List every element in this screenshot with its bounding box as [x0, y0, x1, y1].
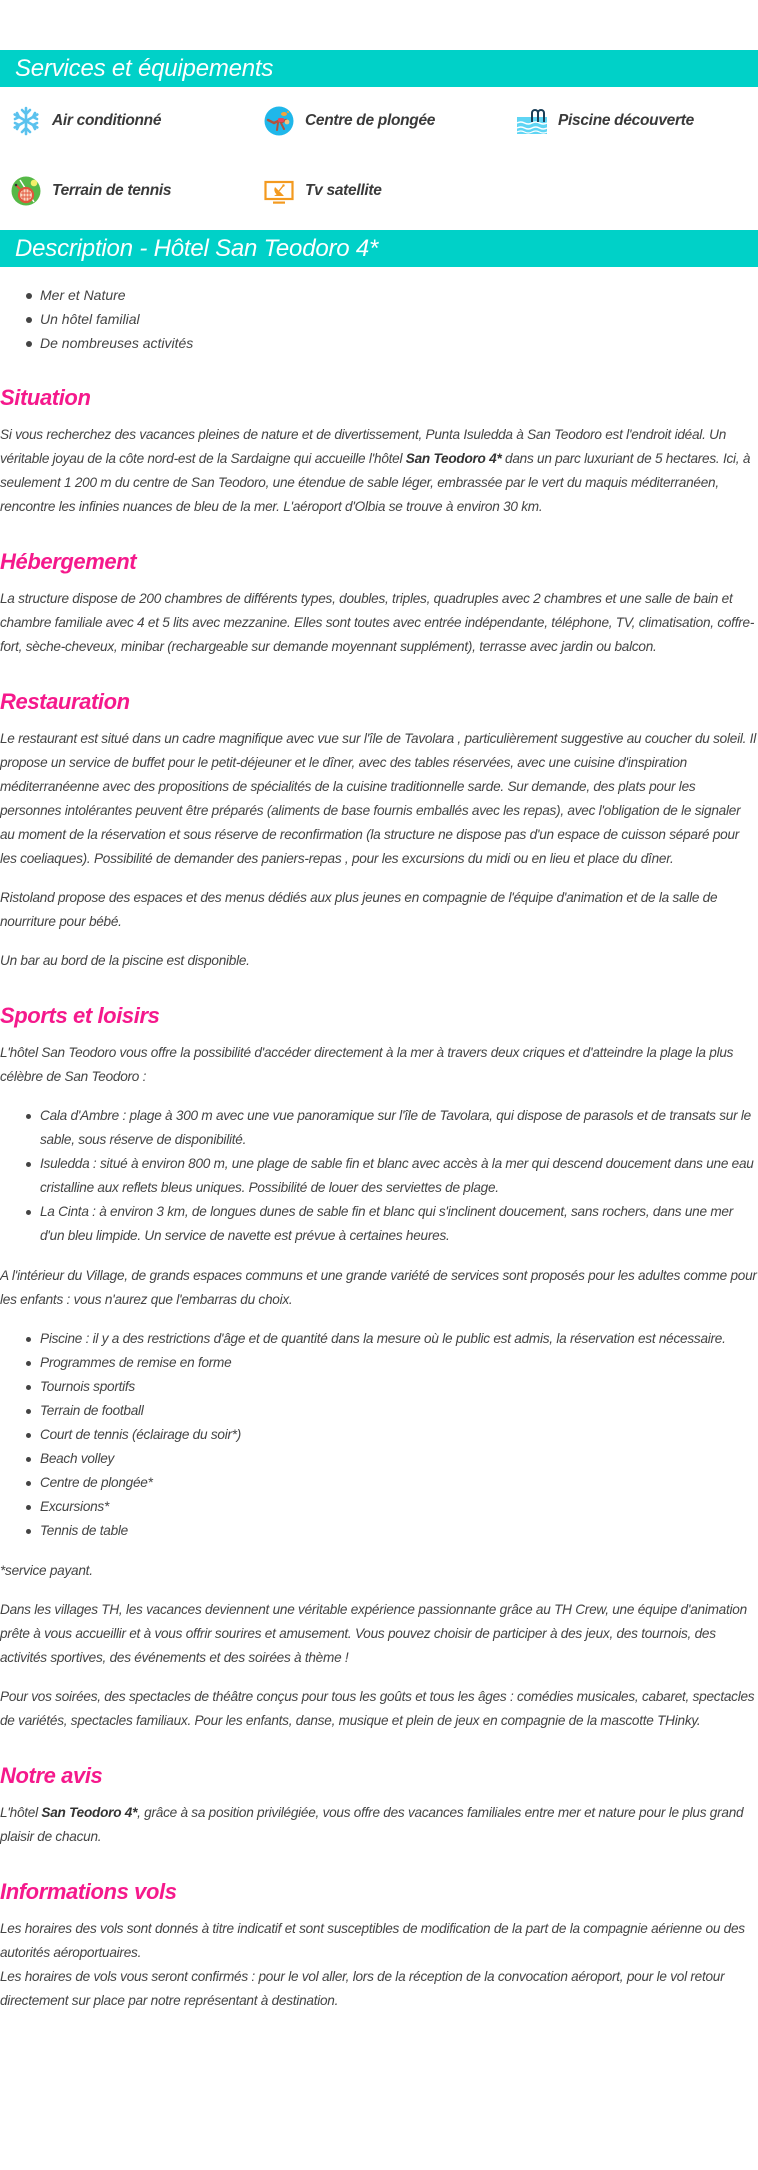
avis-text — [0, 1801, 758, 1849]
hotel-name-bold: San Teodoro 4* — [41, 1805, 138, 1820]
activity-item: Court de tennis (éclairage du soir*) — [26, 1423, 758, 1447]
service-diving-center — [264, 103, 517, 138]
activity-item: Piscine : il y a des restrictions d'âge et de quantité dans la mesure où le public est admis, la réservation est nécessaire. — [26, 1327, 758, 1351]
service-air-conditioning — [11, 103, 264, 138]
pool-bar-text: Un bar au bord de la piscine est disponible. — [0, 953, 250, 968]
situation-heading: Situation — [0, 385, 91, 410]
sports-heading: Sports et loisirs — [0, 1003, 160, 1028]
activity-item: Programmes de remise en forme — [26, 1351, 758, 1375]
activity-item: Tennis de table — [26, 1519, 758, 1543]
beach-item: La Cinta : à environ 3 km, de longues dunes de sable fin et blanc qui s'inclinent doucement, sans rochers, dans une mer d'un bleu limpide. Un service de navette est prévue à certaines heures. — [26, 1200, 758, 1248]
service-tennis-court — [11, 174, 264, 209]
service-label: Piscine découverte — [558, 111, 694, 129]
situation-text — [0, 423, 758, 519]
activity-item: Beach volley — [26, 1447, 758, 1471]
hotel-name-bold: San Teodoro 4* — [405, 451, 502, 466]
activity-item: Centre de plongée* — [26, 1471, 758, 1495]
village-intro: A l'intérieur du Village, de grands espaces communs et une grande variété de services sont proposés pour les adultes comme pour les enfants : vous n'aurez que l'embarras du choix. — [0, 1268, 757, 1307]
highlight-item: Un hôtel familial — [26, 307, 758, 331]
service-label: Air conditionné — [52, 111, 162, 129]
activity-item: Excursions* — [26, 1495, 758, 1519]
snowflake-icon — [11, 106, 41, 136]
highlights-list — [0, 267, 758, 355]
evening-shows-text: Pour vos soirées, des spectacles de théâtre conçus pour tous les goûts et tous les âges : comédies musicales, cabaret, spectacles de variétés, spectacles familiaux. Pour les enfants, danse, musique et plein de jeux en compagnie de la mascotte THinky. — [0, 1689, 755, 1728]
service-label: Tv satellite — [305, 182, 382, 199]
sports-intro: L'hôtel San Teodoro vous offre la possibilité d'accéder directement à la mer à travers deux criques et d'atteindre la plage la plus célèbre de San Teodoro : — [0, 1045, 734, 1084]
restauration-text: Le restaurant est situé dans un cadre magnifique avec vue sur l'île de Tavolara , particulièrement suggestive au coucher du soleil. Il propose un service de buffet pour le petit-déjeuner et le dîner, avec des tables réservées, avec une cuisine d'inspiration méditerranéenne avec des propositions de spécialités de la cuisine traditionnelle sarde. Sur demande, des plats pour les personnes intolérantes peuvent être préparés (aliments de base fournis emballés avec les repas), avec l'obligation de le signaler au moment de la réservation et sous réserve de reconfirmation (la structure ne dispose pas d'un espace de cuisson séparé pour les coeliaques). Possibilité de demander des paniers-repas , pour les excursions du midi ou en lieu et place du dîner. — [0, 731, 756, 866]
beach-item: Cala d'Ambre : plage à 300 m avec une vue panoramique sur l'île de Tavolara, qui dispose de parasols et de transats sur le sable, sous réserve de disponibilité. — [26, 1104, 758, 1152]
diver-icon — [264, 106, 294, 136]
beach-item: Isuledda : situé à environ 800 m, une plage de sable fin et blanc avec accès à la mer qui descend doucement dans une eau cristalline aux reflets bleus uniques. Possibilité de louer des serviettes de plage. — [26, 1152, 758, 1200]
hebergement-heading: Hébergement — [0, 549, 137, 574]
service-satellite-tv — [264, 174, 517, 209]
flights-heading: Informations vols — [0, 1879, 177, 1904]
flights-text-1: Les horaires des vols sont donnés à titre indicatif et sont susceptibles de modification de la part de la compagnie aérienne ou des autorités aéroportuaires. — [0, 1921, 745, 1960]
activity-item: Terrain de football — [26, 1399, 758, 1423]
restauration-heading: Restauration — [0, 689, 130, 714]
service-label: Centre de plongée — [305, 111, 436, 129]
activity-item: Tournois sportifs — [26, 1375, 758, 1399]
beaches-list — [0, 1104, 758, 1248]
text-segment: L'hôtel — [0, 1805, 42, 1820]
services-title: Services et équipements — [0, 50, 758, 87]
services-grid — [0, 87, 758, 230]
satellite-tv-icon — [264, 176, 294, 206]
highlight-item: De nombreuses activités — [26, 331, 758, 355]
animation-text: Dans les villages TH, les vacances deviennent une véritable expérience passionnante grâce au TH Crew, une équipe d'animation prête à vous accueillir et à vous offrir sourires et amusement. Vous pouvez choisir de participer à des jeux, des tournois, des activités sportives, des événements et des soirées à thème ! — [0, 1602, 747, 1665]
text-segment: , grâce à sa position privilégiée, vous offre des vacances familiales entre mer et nature pour le plus grand plaisir de chacun. — [0, 1805, 744, 1844]
description-title: Description - Hôtel San Teodoro 4* — [0, 230, 758, 267]
text-segment: Si vous recherchez des vacances pleines de nature et de divertissement, Punta Isuledda à San Teodoro est l'endroit idéal. Un véritable joyau de la côte nord-est de la Sardaigne qui accueille l'hôtel — [0, 427, 727, 466]
activities-list — [0, 1327, 758, 1543]
avis-heading: Notre avis — [0, 1763, 103, 1788]
pool-icon — [517, 106, 547, 136]
ristoland-text: Ristoland propose des espaces et des menus dédiés aux plus jeunes en compagnie de l'équipe d'animation et de la salle de nourriture pour bébé. — [0, 890, 718, 929]
service-outdoor-pool — [517, 103, 758, 138]
hebergement-text: La structure dispose de 200 chambres de différents types, doubles, triples, quadruples avec 2 chambres et une salle de bain et chambre familiale avec 4 et 5 lits avec mezzanine. Elles sont toutes avec entrée indépendante, téléphone, TV, climatisation, coffre-fort, sèche-cheveux, minibar (rechargeable sur demande moyennant supplément), terrasse avec jardin ou balcon. — [0, 591, 755, 654]
flights-text-2: Les horaires de vols vous seront confirmés : pour le vol aller, lors de la réception de la convocation aéroport, pour le vol retour directement sur place par notre représentant à destination. — [0, 1969, 725, 2008]
paid-service-footnote: *service payant. — [0, 1563, 93, 1578]
tennis-icon — [11, 176, 41, 206]
text-segment: dans un parc luxuriant de 5 hectares. Ici, à seulement 1 200 m du centre de San Teodoro, une étendue de sable léger, embrassée par le vert du maquis méditerranéen, rencontre les infinies nuances de bleu de la mer. L'aéroport d'Olbia se trouve à environ 30 km. — [0, 451, 751, 514]
highlight-item: Mer et Nature — [26, 283, 758, 307]
service-label: Terrain de tennis — [52, 182, 172, 199]
